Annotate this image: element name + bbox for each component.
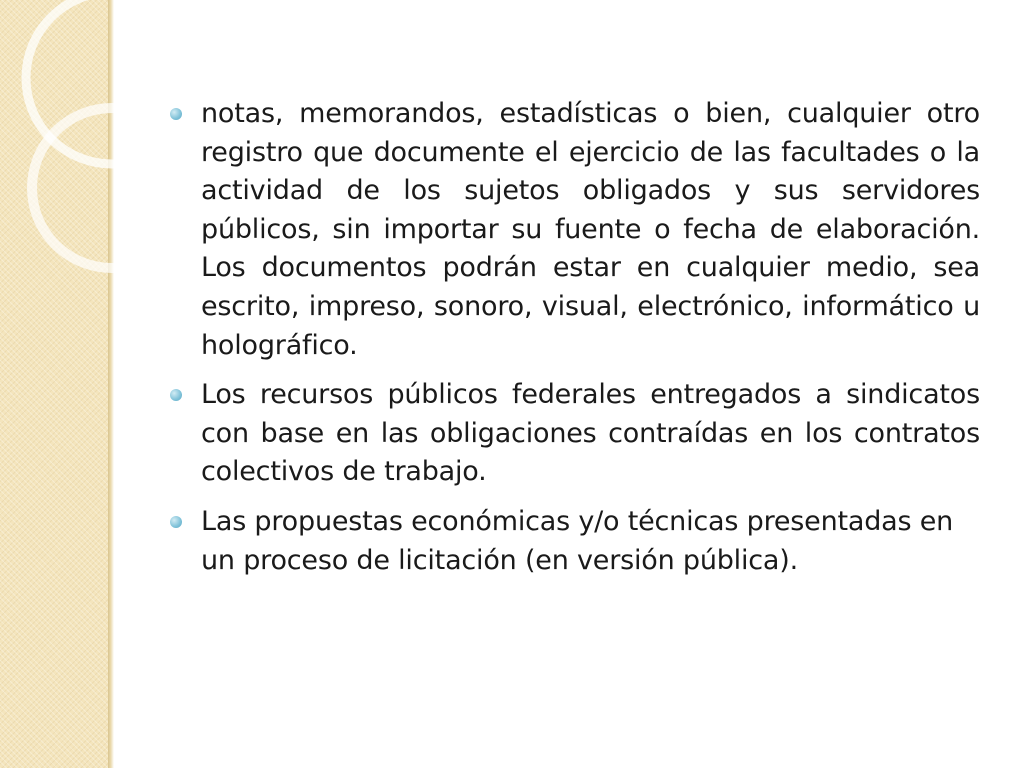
- round-bullet-icon: [170, 389, 182, 401]
- bullet-item-1: [170, 95, 980, 365]
- bullet-list: [170, 95, 980, 580]
- bullet-item-2-text: Los recursos públicos federales entregados a sindicatos con base en las obligaciones contraídas en los contratos colectivos de trabajo.: [201, 379, 980, 488]
- bullet-item-3-text: Las propuestas económicas y/o técnicas presentadas en un proceso de licitación (en versión pública).: [201, 505, 954, 576]
- decorative-rings-icon: [0, 0, 114, 768]
- bullet-item-3: [170, 503, 980, 580]
- round-bullet-icon: [170, 108, 182, 120]
- bullet-item-2: [170, 376, 980, 492]
- bullet-item-1-text: notas, memorandos, estadísticas o bien, cualquier otro registro que documente el ejercicio de las facultades o la actividad de los sujetos obligados y sus servidores públicos, sin importar su fuente o fecha de elaboración. Los documentos podrán estar en cualquier medio, sea escrito, impreso, sonoro, visual, electrónico, informático u holográfico.: [201, 98, 980, 361]
- round-bullet-icon: [170, 516, 182, 528]
- slide-content: [170, 95, 980, 591]
